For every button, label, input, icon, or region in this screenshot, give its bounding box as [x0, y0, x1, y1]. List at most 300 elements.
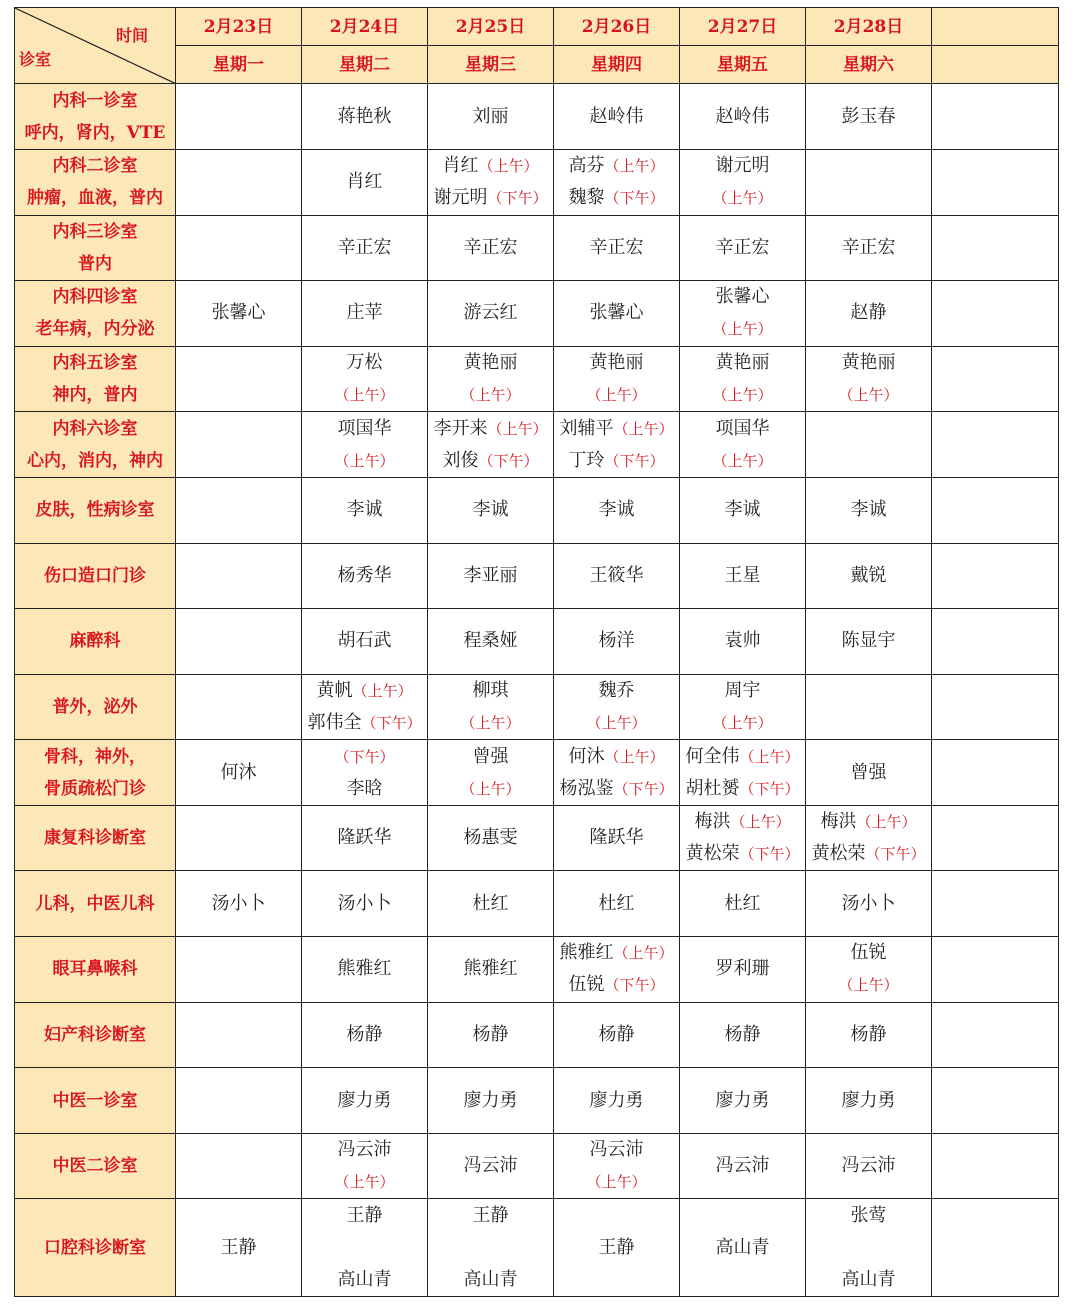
doctor-name: 程桑娅: [463, 630, 518, 652]
doctor-name: 隆跃华: [589, 827, 644, 849]
schedule-cell: [932, 609, 1059, 675]
corner-header-cell: [15, 8, 176, 84]
doctor-name: 杨惠雯: [463, 827, 518, 849]
schedule-line: [806, 494, 931, 526]
schedule-line: [428, 822, 553, 854]
schedule-cell: [932, 1068, 1059, 1134]
schedule-line: [680, 494, 805, 526]
weekday-cell: 星期一: [176, 46, 302, 84]
room-name-line: 儿科，中医儿科: [35, 893, 155, 914]
doctor-name: 熊雅红: [463, 958, 518, 980]
schedule-line: [428, 953, 553, 985]
room-name-cell: [15, 740, 176, 806]
schedule-line: [680, 413, 805, 445]
doctor-name: 赵岭伟: [589, 105, 644, 127]
corner-room-label: 诊室: [19, 50, 52, 70]
schedule-line: [554, 1019, 679, 1051]
room-name-line: 康复科诊断室: [44, 828, 146, 849]
schedule-cell: [932, 805, 1059, 871]
doctor-name: 项国华: [715, 417, 770, 439]
schedule-row: [15, 740, 1059, 806]
schedule-cell: [680, 543, 806, 609]
line-spacer: [302, 1232, 427, 1264]
doctor-name: 汤小卜: [211, 892, 266, 914]
schedule-cell: [554, 674, 680, 740]
schedule-cell: [680, 84, 806, 150]
schedule-line: [428, 1019, 553, 1051]
schedule-cell: [554, 937, 680, 1003]
schedule-cell: [302, 84, 428, 150]
schedule-line: [680, 560, 805, 592]
schedule-cell: [176, 543, 302, 609]
room-name-cell: [15, 674, 176, 740]
doctor-name: 李诚: [598, 499, 635, 521]
doctor-name: 汤小卜: [841, 892, 896, 914]
schedule-line: [428, 445, 553, 477]
schedule-line: [554, 101, 679, 133]
schedule-cell: [554, 1133, 680, 1199]
room-name-cell: [15, 149, 176, 215]
doctor-name: 刘俊: [442, 449, 479, 471]
schedule-line: [806, 1264, 931, 1296]
doctor-name: 高芬: [568, 155, 605, 177]
schedule-cell: [176, 281, 302, 347]
doctor-name: 辛正宏: [715, 236, 770, 258]
room-name-line: 普内: [78, 253, 112, 274]
schedule-cell: [176, 805, 302, 871]
doctor-name: 李诚: [346, 499, 383, 521]
session-note: （下午）: [739, 845, 800, 864]
doctor-name: 杨静: [724, 1023, 761, 1045]
schedule-cell: [302, 805, 428, 871]
room-name-line: 伤口造口门诊: [44, 565, 146, 586]
schedule-line: [302, 1085, 427, 1117]
session-note: （上午）: [478, 157, 539, 176]
doctor-name: 杨静: [598, 1023, 635, 1045]
corner-time-label: 时间: [115, 26, 148, 45]
doctor-name: 杨秀华: [337, 564, 392, 586]
session-note: （上午）: [856, 813, 917, 832]
schedule-line: [680, 232, 805, 264]
header-date-row: [15, 8, 1059, 46]
schedule-line: [428, 625, 553, 657]
session-note: （下午）: [604, 189, 665, 208]
room-name-cell: [15, 477, 176, 543]
schedule-line: [554, 182, 679, 214]
session-note: （上午）: [712, 320, 773, 339]
schedule-cell: [428, 609, 554, 675]
doctor-name: 曾强: [472, 745, 509, 767]
schedule-row: [15, 281, 1059, 347]
schedule-line: [302, 675, 427, 707]
schedule-cell: [302, 1068, 428, 1134]
schedule-cell: [806, 1002, 932, 1068]
schedule-line: [680, 953, 805, 985]
session-note: （上午）: [460, 386, 521, 405]
schedule-cell: [554, 215, 680, 281]
doctor-name: 廖力勇: [841, 1089, 896, 1111]
schedule-cell: [176, 871, 302, 937]
schedule-line: [554, 1232, 679, 1264]
schedule-cell: [176, 1133, 302, 1199]
schedule-line: [806, 560, 931, 592]
doctor-name: 肖红: [442, 155, 479, 177]
session-note: （上午）: [712, 713, 773, 732]
schedule-line: [554, 625, 679, 657]
schedule-cell: [932, 674, 1059, 740]
schedule-cell: [806, 674, 932, 740]
schedule-cell: [806, 1199, 932, 1297]
doctor-name: 冯云沛: [463, 1155, 518, 1177]
room-name-line: 老年病，内分泌: [35, 319, 155, 340]
schedule-line: [428, 675, 553, 707]
room-name-line: 眼耳鼻喉科: [52, 959, 138, 980]
doctor-name: 胡石武: [337, 630, 392, 652]
schedule-line: [680, 1019, 805, 1051]
session-note: （上午）: [838, 386, 899, 405]
room-name-line: 内科四诊室: [52, 287, 138, 308]
schedule-row: [15, 149, 1059, 215]
schedule-line: [806, 625, 931, 657]
date-cell: [932, 8, 1059, 46]
doctor-name: 高山青: [715, 1236, 770, 1258]
schedule-line: [302, 232, 427, 264]
schedule-cell: [302, 1002, 428, 1068]
session-note: （上午）: [334, 386, 395, 405]
schedule-cell: [428, 740, 554, 806]
doctor-name: 王星: [724, 564, 761, 586]
schedule-line: [554, 675, 679, 707]
schedule-cell: [680, 805, 806, 871]
doctor-name: 郭伟全: [307, 711, 362, 733]
doctor-name: 王静: [472, 1204, 509, 1226]
session-note: （上午）: [613, 419, 674, 438]
schedule-line: [806, 806, 931, 838]
room-name-line: 中医一诊室: [52, 1090, 138, 1111]
schedule-cell: [428, 477, 554, 543]
doctor-name: 黄艳丽: [841, 352, 896, 374]
schedule-cell: [932, 1133, 1059, 1199]
room-name-line: 内科六诊室: [52, 418, 138, 439]
doctor-name: 黄艳丽: [463, 352, 518, 374]
session-note: （上午）: [838, 976, 899, 995]
schedule-cell: [302, 543, 428, 609]
doctor-name: 杜红: [724, 892, 761, 914]
doctor-name: 谢元明: [433, 187, 488, 209]
schedule-cell: [428, 149, 554, 215]
schedule-line: [428, 741, 553, 773]
schedule-cell: [806, 937, 932, 1003]
schedule-line: [806, 937, 931, 969]
doctor-name: 黄艳丽: [589, 352, 644, 374]
schedule-line: [554, 560, 679, 592]
room-name-cell: [15, 937, 176, 1003]
schedule-cell: [932, 84, 1059, 150]
schedule-cell: [302, 215, 428, 281]
schedule-cell: [554, 477, 680, 543]
line-spacer: [428, 1232, 553, 1264]
room-name-line: 神内，普内: [52, 385, 138, 406]
schedule-line: [176, 1232, 301, 1264]
schedule-cell: [302, 1133, 428, 1199]
date-cell: 2月28日: [806, 8, 932, 46]
schedule-line: [554, 969, 679, 1001]
schedule-line: [428, 182, 553, 214]
room-name-line: 内科三诊室: [52, 221, 138, 242]
schedule-cell: [806, 477, 932, 543]
schedule-row: [15, 1002, 1059, 1068]
schedule-row: [15, 84, 1059, 150]
schedule-cell: [428, 1133, 554, 1199]
schedule-cell: [932, 871, 1059, 937]
room-name-line: 骨质疏松门诊: [44, 778, 146, 799]
doctor-name: 黄松荣: [811, 843, 866, 865]
schedule-line: [806, 1200, 931, 1232]
doctor-name: 张莺: [850, 1204, 887, 1226]
weekday-cell: 星期三: [428, 46, 554, 84]
doctor-name: 李亚丽: [463, 564, 518, 586]
schedule-cell: [932, 215, 1059, 281]
corner-diagonal-line: [15, 8, 175, 83]
doctor-name: 何沐: [568, 745, 605, 767]
room-name-cell: [15, 412, 176, 478]
schedule-line: [680, 1150, 805, 1182]
schedule-line: [806, 232, 931, 264]
schedule-cell: [680, 149, 806, 215]
schedule-cell: [176, 412, 302, 478]
schedule-cell: [428, 674, 554, 740]
session-note: （上午）: [460, 779, 521, 798]
schedule-cell: [176, 609, 302, 675]
schedule-line: [302, 1019, 427, 1051]
room-name-cell: [15, 1068, 176, 1134]
schedule-line: [554, 413, 679, 445]
room-name-line: 皮肤，性病诊室: [35, 500, 155, 521]
schedule-cell: [932, 149, 1059, 215]
doctor-name: 王静: [598, 1236, 635, 1258]
doctor-name: 辛正宏: [589, 236, 644, 258]
schedule-cell: [554, 281, 680, 347]
schedule-cell: [302, 674, 428, 740]
doctor-name: 汤小卜: [337, 892, 392, 914]
schedule-line: [428, 347, 553, 379]
schedule-line: [680, 675, 805, 707]
date-cell: 2月25日: [428, 8, 554, 46]
session-note: （上午）: [712, 189, 773, 208]
schedule-cell: [554, 1002, 680, 1068]
schedule-line: [554, 741, 679, 773]
doctor-name: 赵岭伟: [715, 105, 770, 127]
schedule-cell: [554, 740, 680, 806]
schedule-cell: [302, 1199, 428, 1297]
doctor-name: 高山青: [337, 1268, 392, 1290]
schedule-line: [680, 150, 805, 182]
room-name-line: 麻醉科: [69, 631, 121, 652]
schedule-line: [554, 494, 679, 526]
schedule-line: [428, 101, 553, 133]
session-note: （上午）: [604, 157, 665, 176]
doctor-name: 何沐: [220, 761, 257, 783]
schedule-line: [428, 413, 553, 445]
schedule-line: [554, 150, 679, 182]
schedule-cell: [680, 871, 806, 937]
schedule-cell: [680, 740, 806, 806]
schedule-line: [302, 297, 427, 329]
schedule-cell: [680, 477, 806, 543]
session-note: （下午）: [604, 451, 665, 470]
schedule-cell: [806, 543, 932, 609]
room-name-cell: [15, 215, 176, 281]
doctor-name: 廖力勇: [715, 1089, 770, 1111]
room-name-line: 内科一诊室: [52, 90, 138, 111]
schedule-cell: [176, 84, 302, 150]
doctor-name: 熊雅红: [337, 958, 392, 980]
doctor-name: 高山青: [463, 1268, 518, 1290]
schedule-cell: [428, 1068, 554, 1134]
schedule-line: [302, 347, 427, 379]
schedule-line: [680, 101, 805, 133]
schedule-cell: [302, 149, 428, 215]
doctor-name: 王筱华: [589, 564, 644, 586]
doctor-name: 庄苹: [346, 302, 383, 324]
room-name-cell: [15, 1199, 176, 1297]
schedule-cell: [302, 281, 428, 347]
schedule-cell: [176, 740, 302, 806]
schedule-line: [302, 822, 427, 854]
doctor-name: 王静: [346, 1204, 383, 1226]
schedule-cell: [176, 1068, 302, 1134]
room-name-cell: [15, 1002, 176, 1068]
schedule-line: [176, 297, 301, 329]
schedule-row: [15, 1133, 1059, 1199]
schedule-cell: [932, 346, 1059, 412]
schedule-line: [302, 413, 427, 445]
doctor-name: 李开来: [433, 417, 488, 439]
schedule-line: [428, 560, 553, 592]
schedule-cell: [932, 281, 1059, 347]
schedule-cell: [302, 346, 428, 412]
schedule-cell: [428, 871, 554, 937]
schedule-cell: [680, 674, 806, 740]
doctor-name: 刘丽: [472, 105, 509, 127]
schedule-cell: [806, 871, 932, 937]
schedule-cell: [806, 412, 932, 478]
schedule-line: [302, 1264, 427, 1296]
schedule-line: [554, 445, 679, 477]
session-note: （上午）: [712, 451, 773, 470]
clinic-schedule-table: [14, 7, 1059, 1297]
schedule-cell: [428, 346, 554, 412]
session-note: （下午）: [334, 747, 395, 766]
doctor-name: 王静: [220, 1236, 257, 1258]
schedule-line: [302, 494, 427, 526]
doctor-name: 冯云沛: [589, 1139, 644, 1161]
schedule-cell: [302, 609, 428, 675]
schedule-row: [15, 1068, 1059, 1134]
session-note: （下午）: [865, 845, 926, 864]
doctor-name: 李诚: [850, 499, 887, 521]
schedule-row: [15, 543, 1059, 609]
room-name-line: 心内，消内，神内: [27, 450, 163, 471]
weekday-cell: [932, 46, 1059, 84]
schedule-line: [806, 101, 931, 133]
weekday-cell: 星期六: [806, 46, 932, 84]
schedule-line: [680, 1085, 805, 1117]
schedule-line: [302, 101, 427, 133]
schedule-row: [15, 477, 1059, 543]
doctor-name: 伍锐: [850, 942, 887, 964]
session-note: （上午）: [352, 681, 413, 700]
doctor-name: 胡杜赟: [685, 777, 740, 799]
schedule-cell: [302, 412, 428, 478]
schedule-cell: [302, 477, 428, 543]
doctor-name: 杜红: [472, 892, 509, 914]
schedule-cell: [554, 609, 680, 675]
schedule-line: [806, 1085, 931, 1117]
schedule-cell: [554, 871, 680, 937]
session-note: （上午）: [586, 386, 647, 405]
schedule-line: [428, 888, 553, 920]
doctor-name: 项国华: [337, 417, 392, 439]
date-cell: 2月24日: [302, 8, 428, 46]
doctor-name: 何全伟: [685, 745, 740, 767]
schedule-cell: [428, 1199, 554, 1297]
session-note: （上午）: [613, 944, 674, 963]
doctor-name: 隆跃华: [337, 827, 392, 849]
schedule-cell: [932, 937, 1059, 1003]
doctor-name: 魏黎: [568, 187, 605, 209]
session-note: （下午）: [613, 779, 674, 798]
schedule-cell: [680, 1133, 806, 1199]
doctor-name: 李诚: [472, 499, 509, 521]
schedule-cell: [428, 84, 554, 150]
doctor-name: 张馨心: [211, 302, 266, 324]
schedule-line: [554, 1134, 679, 1166]
schedule-row: [15, 346, 1059, 412]
room-name-cell: [15, 609, 176, 675]
doctor-name: 辛正宏: [841, 236, 896, 258]
session-note: （上午）: [334, 1173, 395, 1192]
doctor-name: 杨泓鉴: [559, 777, 614, 799]
session-note: （下午）: [487, 189, 548, 208]
room-name-cell: [15, 805, 176, 871]
doctor-name: 伍锐: [568, 974, 605, 996]
schedule-line: [680, 347, 805, 379]
session-note: （上午）: [739, 747, 800, 766]
schedule-line: [428, 1085, 553, 1117]
room-name-line: 妇产科诊断室: [44, 1024, 146, 1045]
schedule-line: [680, 281, 805, 313]
session-note: （上午）: [334, 451, 395, 470]
schedule-line: [428, 1150, 553, 1182]
schedule-cell: [680, 1068, 806, 1134]
schedule-cell: [680, 281, 806, 347]
schedule-line: [428, 494, 553, 526]
room-name-line: 呼内，肾内，VTE: [24, 122, 166, 143]
schedule-cell: [428, 543, 554, 609]
doctor-name: 辛正宏: [463, 236, 518, 258]
doctor-name: 李晗: [346, 777, 383, 799]
doctor-name: 罗利珊: [715, 958, 770, 980]
schedule-cell: [806, 1133, 932, 1199]
doctor-name: 彭玉春: [841, 105, 896, 127]
schedule-cell: [176, 346, 302, 412]
schedule-line: [554, 297, 679, 329]
schedule-cell: [176, 674, 302, 740]
schedule-line: [302, 707, 427, 739]
schedule-cell: [806, 346, 932, 412]
room-name-line: 中医二诊室: [52, 1156, 138, 1177]
